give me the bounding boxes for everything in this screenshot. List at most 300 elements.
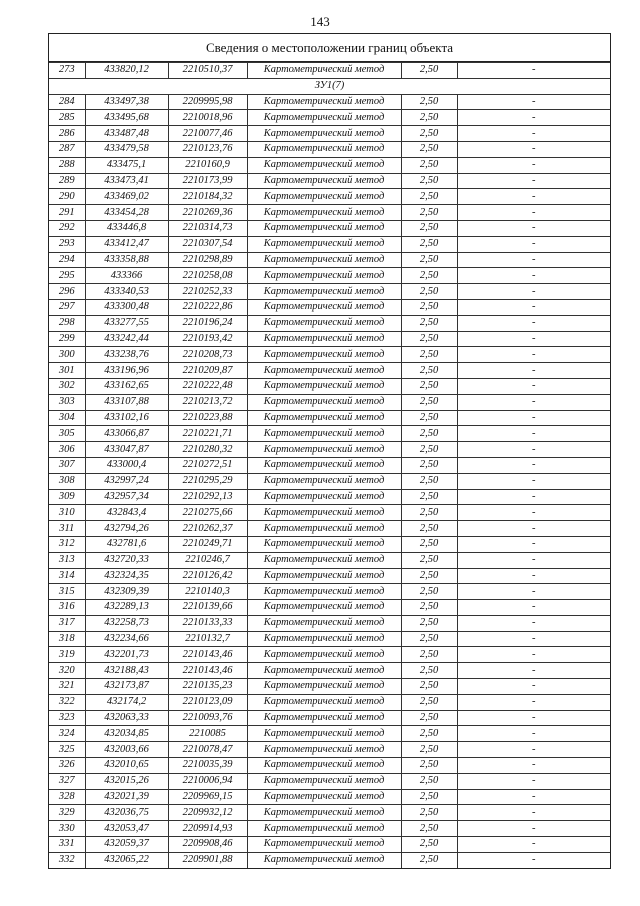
table-row — [49, 758, 610, 774]
x-coordinate-cell: 433475,1 — [85, 157, 168, 173]
point-number-cell: 294 — [49, 252, 85, 268]
y-coordinate-cell: 2210077,46 — [168, 126, 247, 142]
y-coordinate-cell: 2210093,76 — [168, 710, 247, 726]
y-coordinate-cell: 2209932,12 — [168, 805, 247, 821]
y-coordinate-cell: 2210223,88 — [168, 410, 247, 426]
x-coordinate-cell: 432843,4 — [85, 505, 168, 521]
accuracy-cell: 2,50 — [401, 694, 457, 710]
x-coordinate-cell: 432021,39 — [85, 789, 168, 805]
accuracy-cell: 2,50 — [401, 94, 457, 110]
x-coordinate-cell: 432794,26 — [85, 521, 168, 537]
description-cell: - — [457, 394, 610, 410]
table-row — [49, 473, 610, 489]
method-cell: Картометрический метод — [247, 694, 401, 710]
x-coordinate-cell: 432957,34 — [85, 489, 168, 505]
table-row — [49, 173, 610, 189]
method-cell: Картометрический метод — [247, 631, 401, 647]
method-cell: Картометрический метод — [247, 726, 401, 742]
description-cell: - — [457, 568, 610, 584]
y-coordinate-cell: 2210126,42 — [168, 568, 247, 584]
method-cell: Картометрический метод — [247, 268, 401, 284]
x-coordinate-cell: 433820,12 — [85, 63, 168, 79]
y-coordinate-cell: 2210209,87 — [168, 363, 247, 379]
table-row — [49, 805, 610, 821]
point-number-cell: 287 — [49, 141, 85, 157]
x-coordinate-cell: 432188,43 — [85, 663, 168, 679]
table-row — [49, 742, 610, 758]
method-cell: Картометрический метод — [247, 236, 401, 252]
y-coordinate-cell: 2210275,66 — [168, 505, 247, 521]
table-row — [49, 552, 610, 568]
method-cell: Картометрический метод — [247, 63, 401, 79]
page-number: 143 — [310, 14, 330, 29]
method-cell: Картометрический метод — [247, 710, 401, 726]
x-coordinate-cell: 433479,58 — [85, 141, 168, 157]
accuracy-cell: 2,50 — [401, 268, 457, 284]
x-coordinate-cell: 432003,66 — [85, 742, 168, 758]
table-row — [49, 457, 610, 473]
method-cell: Картометрический метод — [247, 157, 401, 173]
table-row — [49, 157, 610, 173]
method-cell: Картометрический метод — [247, 742, 401, 758]
table-row — [49, 584, 610, 600]
accuracy-cell: 2,50 — [401, 821, 457, 837]
table-row — [49, 331, 610, 347]
accuracy-cell: 2,50 — [401, 473, 457, 489]
description-cell: - — [457, 536, 610, 552]
description-cell: - — [457, 141, 610, 157]
coordinates-table-frame — [48, 33, 611, 869]
point-number-cell: 299 — [49, 331, 85, 347]
method-cell: Картометрический метод — [247, 284, 401, 300]
y-coordinate-cell: 2210035,39 — [168, 758, 247, 774]
x-coordinate-cell: 433107,88 — [85, 394, 168, 410]
x-coordinate-cell: 432997,24 — [85, 473, 168, 489]
x-coordinate-cell: 433066,87 — [85, 426, 168, 442]
y-coordinate-cell: 2210249,71 — [168, 536, 247, 552]
description-cell: - — [457, 726, 610, 742]
accuracy-cell: 2,50 — [401, 758, 457, 774]
method-cell: Картометрический метод — [247, 568, 401, 584]
accuracy-cell: 2,50 — [401, 63, 457, 79]
y-coordinate-cell: 2210213,72 — [168, 394, 247, 410]
x-coordinate-cell: 433446,8 — [85, 220, 168, 236]
y-coordinate-cell: 2210085 — [168, 726, 247, 742]
x-coordinate-cell: 432173,87 — [85, 679, 168, 695]
point-number-cell: 331 — [49, 837, 85, 853]
table-row — [49, 789, 610, 805]
accuracy-cell: 2,50 — [401, 584, 457, 600]
point-number-cell: 329 — [49, 805, 85, 821]
y-coordinate-cell: 2210006,94 — [168, 773, 247, 789]
y-coordinate-cell: 2210196,24 — [168, 315, 247, 331]
accuracy-cell: 2,50 — [401, 600, 457, 616]
table-row — [49, 505, 610, 521]
accuracy-cell: 2,50 — [401, 710, 457, 726]
point-number-cell: 304 — [49, 410, 85, 426]
x-coordinate-cell: 433366 — [85, 268, 168, 284]
point-number-cell: 308 — [49, 473, 85, 489]
x-coordinate-cell: 433238,76 — [85, 347, 168, 363]
description-cell: - — [457, 679, 610, 695]
method-cell: Картометрический метод — [247, 141, 401, 157]
point-number-cell: 291 — [49, 205, 85, 221]
accuracy-cell: 2,50 — [401, 442, 457, 458]
method-cell: Картометрический метод — [247, 536, 401, 552]
accuracy-cell: 2,50 — [401, 141, 457, 157]
description-cell: - — [457, 852, 610, 867]
accuracy-cell: 2,50 — [401, 536, 457, 552]
description-cell: - — [457, 268, 610, 284]
accuracy-cell: 2,50 — [401, 837, 457, 853]
method-cell: Картометрический метод — [247, 126, 401, 142]
accuracy-cell: 2,50 — [401, 568, 457, 584]
table-row — [49, 710, 610, 726]
description-cell: - — [457, 426, 610, 442]
description-cell: - — [457, 758, 610, 774]
table-row — [49, 852, 610, 867]
method-cell: Картометрический метод — [247, 805, 401, 821]
point-number-cell: 322 — [49, 694, 85, 710]
table-row — [49, 694, 610, 710]
method-cell: Картометрический метод — [247, 205, 401, 221]
y-coordinate-cell: 2210123,09 — [168, 694, 247, 710]
x-coordinate-cell: 433000,4 — [85, 457, 168, 473]
y-coordinate-cell: 2210221,71 — [168, 426, 247, 442]
x-coordinate-cell: 433473,41 — [85, 173, 168, 189]
y-coordinate-cell: 2210252,33 — [168, 284, 247, 300]
y-coordinate-cell: 2210184,32 — [168, 189, 247, 205]
point-number-cell: 310 — [49, 505, 85, 521]
x-coordinate-cell: 432053,47 — [85, 821, 168, 837]
y-coordinate-cell: 2210222,86 — [168, 299, 247, 315]
x-coordinate-cell: 433242,44 — [85, 331, 168, 347]
description-cell: - — [457, 236, 610, 252]
y-coordinate-cell: 2210292,13 — [168, 489, 247, 505]
point-number-cell: 307 — [49, 457, 85, 473]
accuracy-cell: 2,50 — [401, 110, 457, 126]
accuracy-cell: 2,50 — [401, 631, 457, 647]
point-number-cell: 318 — [49, 631, 85, 647]
method-cell: Картометрический метод — [247, 615, 401, 631]
x-coordinate-cell: 433469,02 — [85, 189, 168, 205]
description-cell: - — [457, 473, 610, 489]
y-coordinate-cell: 2210258,08 — [168, 268, 247, 284]
accuracy-cell: 2,50 — [401, 410, 457, 426]
x-coordinate-cell: 432258,73 — [85, 615, 168, 631]
description-cell: - — [457, 189, 610, 205]
description-cell: - — [457, 552, 610, 568]
x-coordinate-cell: 433454,28 — [85, 205, 168, 221]
y-coordinate-cell: 2210314,73 — [168, 220, 247, 236]
point-number-cell: 289 — [49, 173, 85, 189]
description-cell: - — [457, 821, 610, 837]
point-number-cell: 312 — [49, 536, 85, 552]
x-coordinate-cell: 432289,13 — [85, 600, 168, 616]
method-cell: Картометрический метод — [247, 505, 401, 521]
y-coordinate-cell: 2209908,46 — [168, 837, 247, 853]
method-cell: Картометрический метод — [247, 679, 401, 695]
coordinates-table — [49, 62, 610, 868]
method-cell: Картометрический метод — [247, 299, 401, 315]
description-cell: - — [457, 615, 610, 631]
description-cell: - — [457, 347, 610, 363]
accuracy-cell: 2,50 — [401, 220, 457, 236]
description-cell: - — [457, 742, 610, 758]
accuracy-cell: 2,50 — [401, 647, 457, 663]
point-number-cell: 295 — [49, 268, 85, 284]
point-number-cell: 330 — [49, 821, 85, 837]
description-cell: - — [457, 63, 610, 79]
point-number-cell: 293 — [49, 236, 85, 252]
description-cell: - — [457, 505, 610, 521]
point-number-cell: 321 — [49, 679, 85, 695]
method-cell: Картометрический метод — [247, 378, 401, 394]
accuracy-cell: 2,50 — [401, 679, 457, 695]
x-coordinate-cell: 432065,22 — [85, 852, 168, 867]
x-coordinate-cell: 432036,75 — [85, 805, 168, 821]
accuracy-cell: 2,50 — [401, 189, 457, 205]
point-number-cell: 332 — [49, 852, 85, 867]
description-cell: - — [457, 315, 610, 331]
accuracy-cell: 2,50 — [401, 331, 457, 347]
table-row — [49, 189, 610, 205]
description-cell: - — [457, 220, 610, 236]
description-cell: - — [457, 805, 610, 821]
x-coordinate-cell: 433497,38 — [85, 94, 168, 110]
point-number-cell: 303 — [49, 394, 85, 410]
y-coordinate-cell: 2209901,88 — [168, 852, 247, 867]
x-coordinate-cell: 432015,26 — [85, 773, 168, 789]
y-coordinate-cell: 2210298,89 — [168, 252, 247, 268]
method-cell: Картометрический метод — [247, 220, 401, 236]
y-coordinate-cell: 2209969,15 — [168, 789, 247, 805]
point-number-cell: 300 — [49, 347, 85, 363]
accuracy-cell: 2,50 — [401, 173, 457, 189]
accuracy-cell: 2,50 — [401, 347, 457, 363]
method-cell: Картометрический метод — [247, 110, 401, 126]
point-number-cell: 313 — [49, 552, 85, 568]
y-coordinate-cell: 2210222,48 — [168, 378, 247, 394]
y-coordinate-cell: 2210510,37 — [168, 63, 247, 79]
method-cell: Картометрический метод — [247, 189, 401, 205]
point-number-cell: 298 — [49, 315, 85, 331]
method-cell: Картометрический метод — [247, 394, 401, 410]
description-cell: - — [457, 363, 610, 379]
table-row — [49, 236, 610, 252]
point-number-cell: 320 — [49, 663, 85, 679]
y-coordinate-cell: 2210269,36 — [168, 205, 247, 221]
accuracy-cell: 2,50 — [401, 252, 457, 268]
point-number-cell: 286 — [49, 126, 85, 142]
table-row — [49, 394, 610, 410]
point-number-cell: 314 — [49, 568, 85, 584]
description-cell: - — [457, 284, 610, 300]
table-row — [49, 568, 610, 584]
table-row — [49, 252, 610, 268]
point-number-cell: 292 — [49, 220, 85, 236]
accuracy-cell: 2,50 — [401, 378, 457, 394]
method-cell: Картометрический метод — [247, 789, 401, 805]
table-row — [49, 726, 610, 742]
section-label: ЗУ1(7) — [49, 78, 610, 94]
table-row — [49, 220, 610, 236]
accuracy-cell: 2,50 — [401, 852, 457, 867]
method-cell: Картометрический метод — [247, 552, 401, 568]
accuracy-cell: 2,50 — [401, 742, 457, 758]
point-number-cell: 301 — [49, 363, 85, 379]
accuracy-cell: 2,50 — [401, 236, 457, 252]
accuracy-cell: 2,50 — [401, 489, 457, 505]
point-number-cell: 315 — [49, 584, 85, 600]
point-number-cell: 306 — [49, 442, 85, 458]
accuracy-cell: 2,50 — [401, 299, 457, 315]
x-coordinate-cell: 432010,65 — [85, 758, 168, 774]
description-cell: - — [457, 442, 610, 458]
point-number-cell: 290 — [49, 189, 85, 205]
x-coordinate-cell: 433358,88 — [85, 252, 168, 268]
point-number-cell: 327 — [49, 773, 85, 789]
x-coordinate-cell: 432309,39 — [85, 584, 168, 600]
point-number-cell: 325 — [49, 742, 85, 758]
table-row — [49, 94, 610, 110]
accuracy-cell: 2,50 — [401, 615, 457, 631]
point-number-cell: 297 — [49, 299, 85, 315]
point-number-cell: 296 — [49, 284, 85, 300]
method-cell: Картометрический метод — [247, 347, 401, 363]
accuracy-cell: 2,50 — [401, 126, 457, 142]
accuracy-cell: 2,50 — [401, 284, 457, 300]
x-coordinate-cell: 432201,73 — [85, 647, 168, 663]
description-cell: - — [457, 631, 610, 647]
method-cell: Картометрический метод — [247, 489, 401, 505]
point-number-cell: 311 — [49, 521, 85, 537]
x-coordinate-cell: 433412,47 — [85, 236, 168, 252]
y-coordinate-cell: 2210133,33 — [168, 615, 247, 631]
table-row — [49, 663, 610, 679]
y-coordinate-cell: 2210018,96 — [168, 110, 247, 126]
table-row — [49, 284, 610, 300]
table-row — [49, 521, 610, 537]
table-row — [49, 489, 610, 505]
accuracy-cell: 2,50 — [401, 552, 457, 568]
description-cell: - — [457, 110, 610, 126]
description-cell: - — [457, 773, 610, 789]
y-coordinate-cell: 2210193,42 — [168, 331, 247, 347]
x-coordinate-cell: 432324,35 — [85, 568, 168, 584]
x-coordinate-cell: 433487,48 — [85, 126, 168, 142]
accuracy-cell: 2,50 — [401, 205, 457, 221]
x-coordinate-cell: 433047,87 — [85, 442, 168, 458]
description-cell: - — [457, 126, 610, 142]
x-coordinate-cell: 432059,37 — [85, 837, 168, 853]
method-cell: Картометрический метод — [247, 426, 401, 442]
point-number-cell: 288 — [49, 157, 85, 173]
point-number-cell: 324 — [49, 726, 85, 742]
x-coordinate-cell: 432034,85 — [85, 726, 168, 742]
method-cell: Картометрический метод — [247, 521, 401, 537]
description-cell: - — [457, 489, 610, 505]
table-row — [49, 773, 610, 789]
y-coordinate-cell: 2210246,7 — [168, 552, 247, 568]
description-cell: - — [457, 837, 610, 853]
accuracy-cell: 2,50 — [401, 505, 457, 521]
accuracy-cell: 2,50 — [401, 663, 457, 679]
y-coordinate-cell: 2210123,76 — [168, 141, 247, 157]
y-coordinate-cell: 2210140,3 — [168, 584, 247, 600]
table-row — [49, 110, 610, 126]
accuracy-cell: 2,50 — [401, 457, 457, 473]
table-body — [49, 63, 610, 868]
x-coordinate-cell: 433102,16 — [85, 410, 168, 426]
table-row — [49, 315, 610, 331]
point-number-cell: 317 — [49, 615, 85, 631]
point-number-cell: 284 — [49, 94, 85, 110]
accuracy-cell: 2,50 — [401, 773, 457, 789]
x-coordinate-cell: 433495,68 — [85, 110, 168, 126]
x-coordinate-cell: 433162,65 — [85, 378, 168, 394]
y-coordinate-cell: 2210132,7 — [168, 631, 247, 647]
description-cell: - — [457, 521, 610, 537]
y-coordinate-cell: 2210139,66 — [168, 600, 247, 616]
table-row — [49, 426, 610, 442]
description-cell: - — [457, 584, 610, 600]
point-number-cell: 302 — [49, 378, 85, 394]
description-cell: - — [457, 299, 610, 315]
y-coordinate-cell: 2210078,47 — [168, 742, 247, 758]
x-coordinate-cell: 433196,96 — [85, 363, 168, 379]
point-number-cell: 273 — [49, 63, 85, 79]
table-row — [49, 63, 610, 79]
table-row — [49, 205, 610, 221]
method-cell: Картометрический метод — [247, 315, 401, 331]
description-cell: - — [457, 789, 610, 805]
table-row — [49, 837, 610, 853]
table-row — [49, 126, 610, 142]
accuracy-cell: 2,50 — [401, 521, 457, 537]
method-cell: Картометрический метод — [247, 773, 401, 789]
method-cell: Картометрический метод — [247, 173, 401, 189]
table-row — [49, 615, 610, 631]
y-coordinate-cell: 2210160,9 — [168, 157, 247, 173]
description-cell: - — [457, 157, 610, 173]
method-cell: Картометрический метод — [247, 94, 401, 110]
accuracy-cell: 2,50 — [401, 726, 457, 742]
point-number-cell: 285 — [49, 110, 85, 126]
table-row — [49, 631, 610, 647]
point-number-cell: 316 — [49, 600, 85, 616]
x-coordinate-cell: 432781,6 — [85, 536, 168, 552]
y-coordinate-cell: 2210143,46 — [168, 647, 247, 663]
table-title: Сведения о местоположении границ объекта — [49, 34, 610, 62]
description-cell: - — [457, 647, 610, 663]
point-number-cell: 305 — [49, 426, 85, 442]
y-coordinate-cell: 2210173,99 — [168, 173, 247, 189]
accuracy-cell: 2,50 — [401, 789, 457, 805]
method-cell: Картометрический метод — [247, 442, 401, 458]
y-coordinate-cell: 2209914,93 — [168, 821, 247, 837]
description-cell: - — [457, 331, 610, 347]
description-cell: - — [457, 173, 610, 189]
table-row — [49, 268, 610, 284]
description-cell: - — [457, 410, 610, 426]
accuracy-cell: 2,50 — [401, 363, 457, 379]
x-coordinate-cell: 433277,55 — [85, 315, 168, 331]
description-cell: - — [457, 457, 610, 473]
table-row — [49, 647, 610, 663]
y-coordinate-cell: 2210295,29 — [168, 473, 247, 489]
method-cell: Картометрический метод — [247, 663, 401, 679]
